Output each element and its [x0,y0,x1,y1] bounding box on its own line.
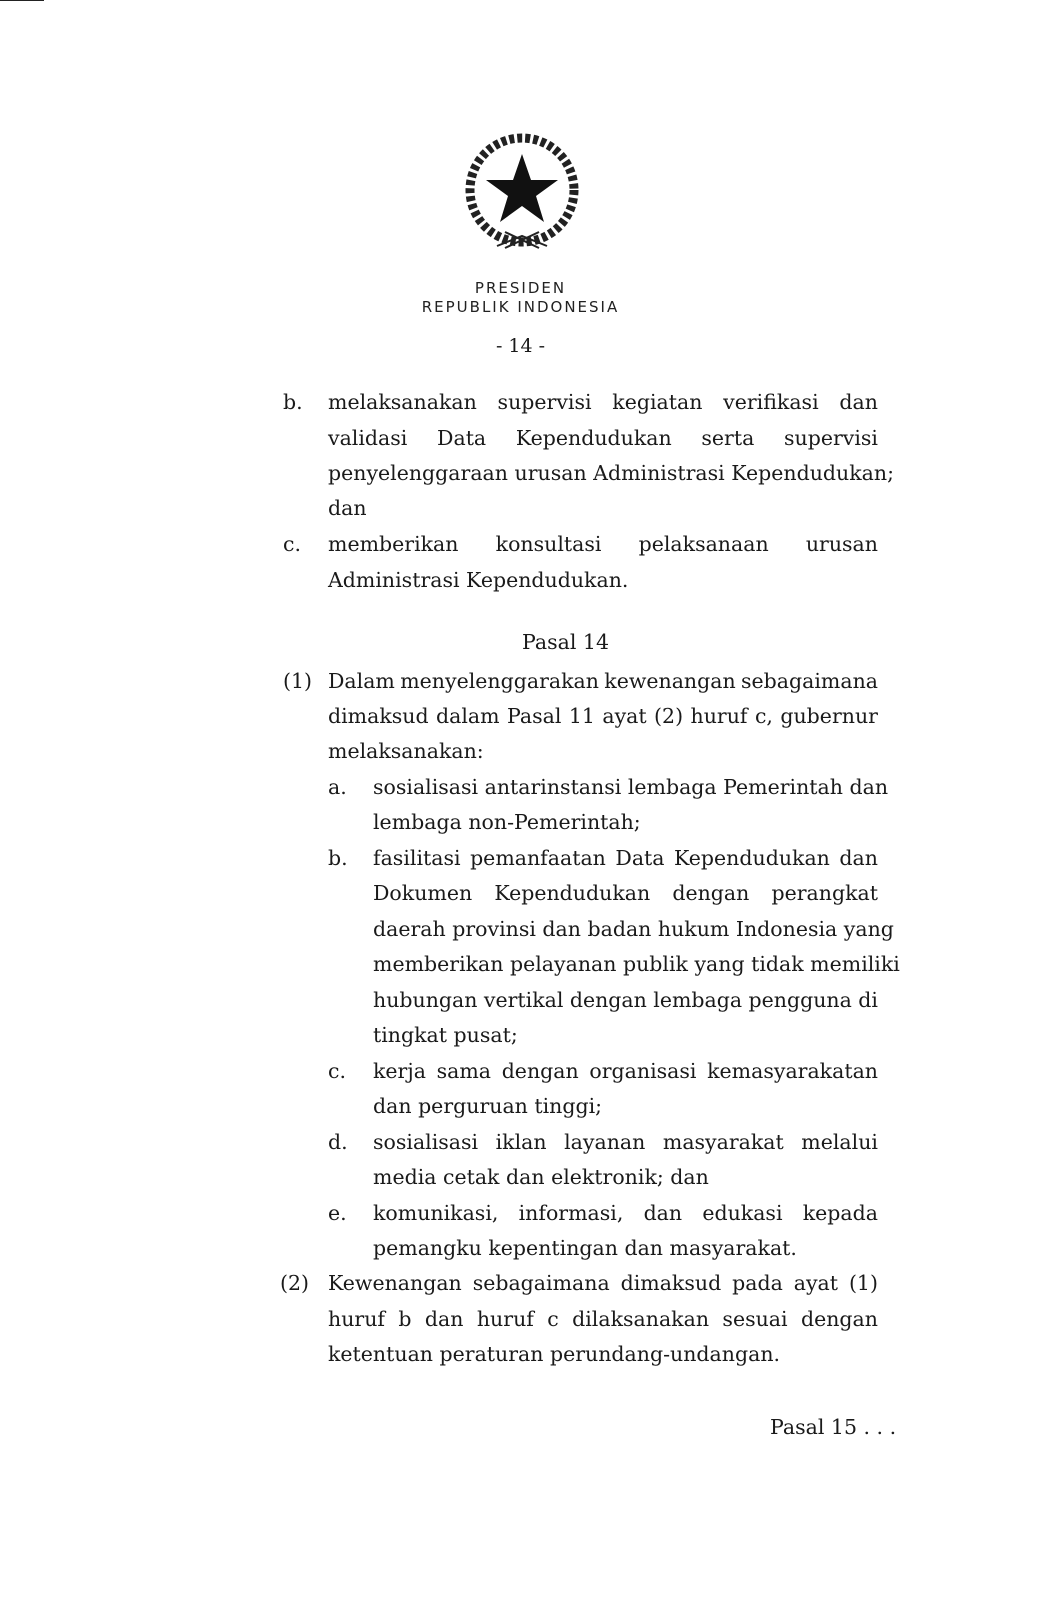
sub-marker-c: c. [328,1059,346,1083]
sub-b-line-6: tingkat pusat; [373,1023,518,1047]
header-presiden: PRESIDEN [474,279,567,297]
sub-b-line-4: memberikan pelayanan publik yang tidak memiliki [373,952,900,976]
para-2-line-2: huruf b dan huruf c dilaksanakan sesuai dengan [328,1307,878,1331]
sub-marker-a: a. [328,775,347,799]
para-2-line-1: Kewenangan sebagaimana dimaksud pada ayat (1) [328,1271,878,1295]
sub-e-line-2: pemangku kepentingan dan masyarakat. [373,1236,797,1260]
item-marker-b: b. [283,390,303,414]
sub-d-line-1: sosialisasi iklan layanan masyarakat melalui [373,1130,878,1154]
item-b-line-1: melaksanakan supervisi kegiatan verifikasi dan [328,390,878,414]
article-heading: Pasal 14 [522,630,609,654]
garuda-star-emblem-icon [457,128,587,258]
para-2-line-3: ketentuan peraturan perundang-undangan. [328,1342,781,1366]
item-b-line-4: dan [328,496,367,520]
para-1-marker: (1) [283,669,313,693]
item-c-line-1: memberikan konsultasi pelaksanaan urusan [328,532,878,556]
item-b-line-2: validasi Data Kependudukan serta supervisi [328,426,878,450]
sub-c-line-2: dan perguruan tinggi; [373,1094,603,1118]
para-1-line-3: melaksanakan: [328,739,484,763]
sub-a-line-2: lembaga non-Pemerintah; [373,810,641,834]
sub-marker-d: d. [328,1130,348,1154]
sub-b-line-5: hubungan vertikal dengan lembaga pengguna di [373,988,878,1012]
item-b-line-3: penyelenggaraan urusan Administrasi Kependudukan; [328,461,894,485]
sub-c-line-1: kerja sama dengan organisasi kemasyarakatan [373,1059,878,1083]
sub-marker-b: b. [328,846,348,870]
sub-b-line-1: fasilitasi pemanfaatan Data Kependudukan dan [373,846,878,870]
header-republik: REPUBLIK INDONESIA [421,298,620,316]
para-2-marker: (2) [280,1271,310,1295]
page-number: - 14 - [495,335,546,357]
sub-marker-e: e. [328,1201,347,1225]
sub-d-line-2: media cetak dan elektronik; dan [373,1165,709,1189]
para-1-line-1: Dalam menyelenggarakan kewenangan sebagaimana [328,669,878,693]
sub-b-line-3: daerah provinsi dan badan hukum Indonesia yang [373,917,894,941]
next-page-indicator: Pasal 15 . . . [770,1415,897,1439]
corner-mark [0,0,44,1]
sub-e-line-1: komunikasi, informasi, dan edukasi kepada [373,1201,878,1225]
item-marker-c: c. [283,532,301,556]
sub-b-line-2: Dokumen Kependudukan dengan perangkat [373,881,878,905]
item-c-line-2: Administrasi Kependudukan. [328,568,629,592]
sub-a-line-1: sosialisasi antarinstansi lembaga Pemerintah dan [373,775,889,799]
para-1-line-2: dimaksud dalam Pasal 11 ayat (2) huruf c, gubernur [328,704,878,728]
